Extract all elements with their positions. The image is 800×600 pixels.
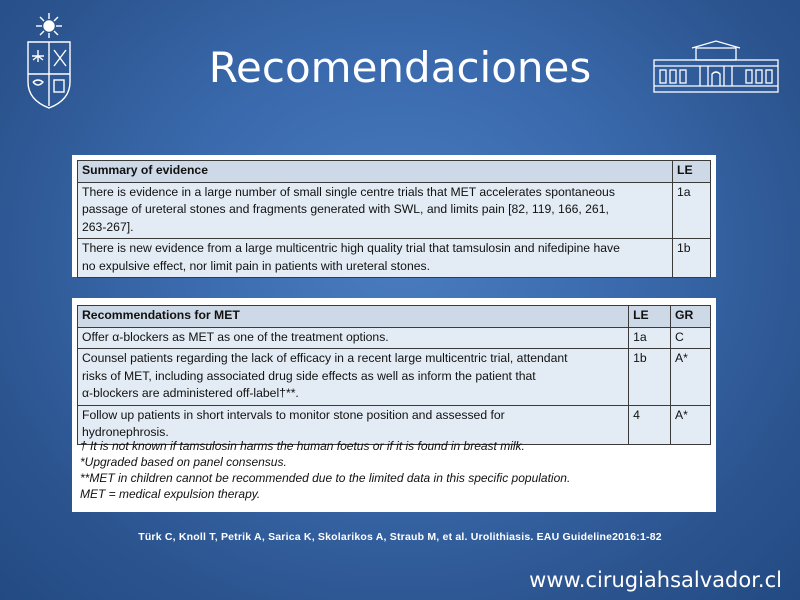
cell-text-line: Counsel patients regarding the lack of efficacy in a recent large multicentric trial, attendant <box>82 351 568 365</box>
le-cell: 4 <box>629 405 671 444</box>
le-cell: 1b <box>673 239 711 278</box>
table-footnotes <box>80 438 708 502</box>
table-header-row <box>78 161 711 183</box>
footnote: MET = medical expulsion therapy. <box>80 487 261 501</box>
cell-text-line: α-blockers are administered off-label†**. <box>82 386 299 400</box>
cell-text-line: There is new evidence from a large multicentric high quality trial that tamsulosin and nifedipine have <box>82 241 620 255</box>
gr-cell: A* <box>671 405 711 444</box>
footnote: *Upgraded based on panel consensus. <box>80 455 287 469</box>
column-header: GR <box>671 306 711 328</box>
table-header-row <box>78 306 711 328</box>
cell-text-line: hydronephrosis. <box>82 425 169 439</box>
evidence-table <box>77 160 711 278</box>
gr-cell: C <box>671 327 711 349</box>
citation: Türk C, Knoll T, Petrik A, Sarica K, Skolarikos A, Straub M, et al. Urolithiasis. EAU Guideline2016:1-82 <box>138 531 662 543</box>
evidence-panel <box>72 155 716 277</box>
evidence-text-cell <box>78 239 673 278</box>
table-row <box>78 182 711 239</box>
cell-text-line: Follow up patients in short intervals to monitor stone position and assessed for <box>82 407 505 422</box>
recommendation-text-cell <box>78 327 629 349</box>
gr-cell: A* <box>671 349 711 406</box>
slide-title: Recomendaciones <box>208 43 592 92</box>
le-cell: 1b <box>629 349 671 406</box>
le-cell: 1a <box>673 182 711 239</box>
website-url: www.cirugiahsalvador.cl <box>529 568 782 592</box>
cell-text-line: 263-267]. <box>82 219 134 234</box>
column-header: LE <box>629 306 671 328</box>
table-row <box>78 349 711 406</box>
evidence-text-cell <box>78 182 673 239</box>
column-header: LE <box>673 161 711 183</box>
recommendation-text-cell <box>78 349 629 406</box>
table-row <box>78 327 711 349</box>
cell-text-line: passage of ureteral stones and fragments generated with SWL, and limits pain [82, 119, 166, 261, <box>82 202 609 216</box>
cell-text-line: Offer α-blockers as MET as one of the treatment options. <box>82 329 389 344</box>
footnote: **MET in children cannot be recommended due to the limited data in this specific population. <box>80 471 571 485</box>
cell-text-line: There is evidence in a large number of small single centre trials that MET accelerates spontaneous <box>82 184 615 199</box>
recommendations-panel <box>72 298 716 512</box>
cell-text-line: no expulsive effect, nor limit pain in patients with ureteral stones. <box>82 258 430 273</box>
hospital-building-icon <box>652 40 780 96</box>
column-header: Summary of evidence <box>78 161 673 183</box>
table-row <box>78 239 711 278</box>
footnote: † It is not known if tamsulosin harms the human foetus or if it is found in breast milk. <box>80 439 525 453</box>
le-cell: 1a <box>629 327 671 349</box>
cell-text-line: risks of MET, including associated drug side effects as well as inform the patient that <box>82 368 536 383</box>
recommendations-table <box>77 305 711 445</box>
column-header: Recommendations for MET <box>78 306 629 328</box>
